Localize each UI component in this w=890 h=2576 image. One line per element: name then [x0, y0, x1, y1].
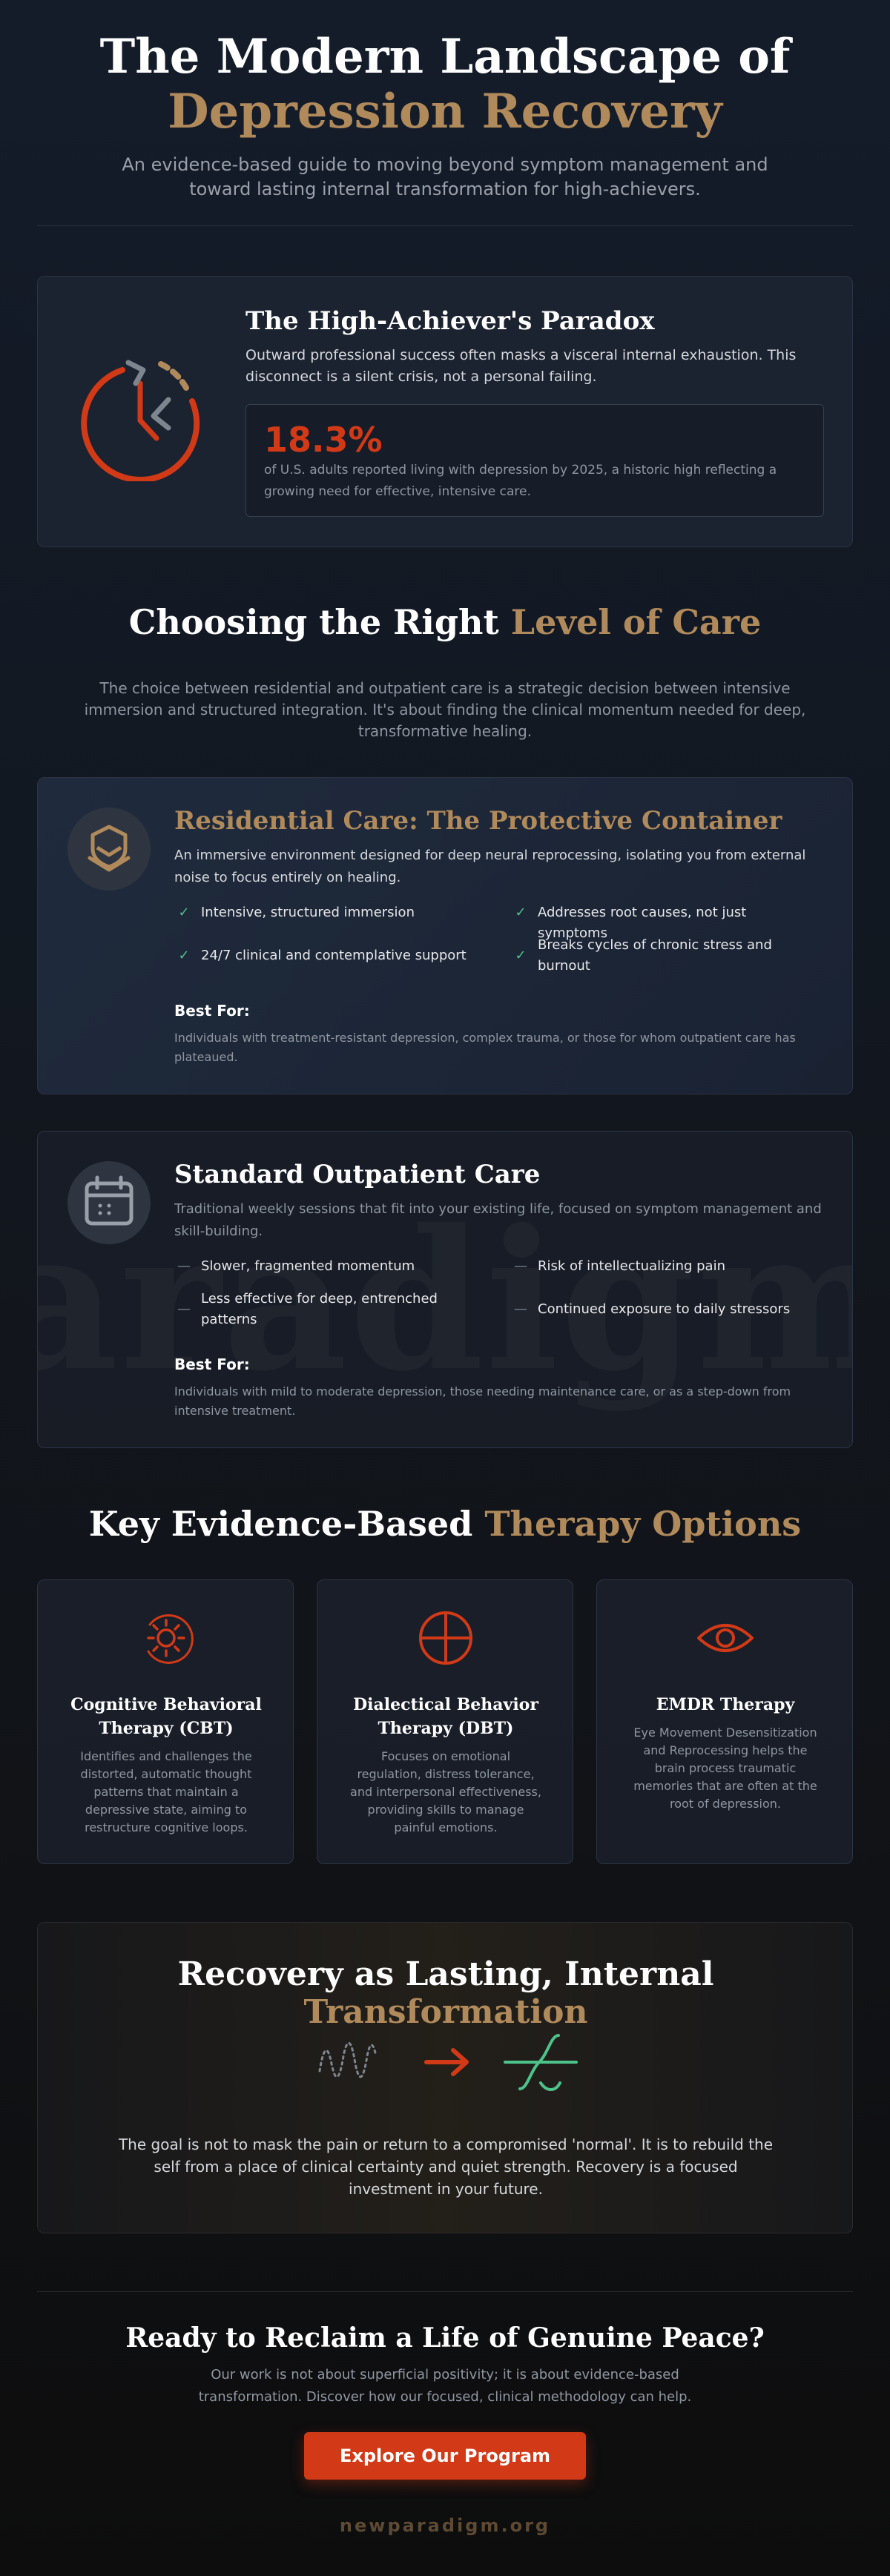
best-for-text: Individuals with mild to moderate depression, those needing maintenance care, or as a step-down from intensive treatment.: [174, 1384, 791, 1418]
outpatient-feature: [511, 1256, 808, 1277]
paradox-description: Outward professional success often masks a visceral internal exhaustion. This disconnect is a silent crisis, not a personal failing.: [245, 347, 797, 385]
feature-label: Less effective for deep, entrenched patterns: [201, 1291, 438, 1327]
crosshair-circle-icon: [416, 1608, 475, 1668]
feature-label: Intensive, structured immersion: [201, 905, 415, 920]
residential-description: An immersive environment designed for deep neural reprocessing, isolating you from external noise to focus entirely on healing.: [174, 848, 806, 885]
explore-program-button[interactable]: Explore Our Program: [304, 2432, 586, 2480]
divider: [37, 2291, 853, 2292]
outpatient-card: [37, 1131, 853, 1448]
feature-label: Risk of intellectualizing pain: [538, 1258, 725, 1274]
page-title: [0, 30, 890, 139]
outpatient-feature: [174, 1256, 471, 1277]
transformation-title-plain: Recovery as Lasting, Internal: [177, 1955, 714, 1993]
therapy-title-accent: Therapy Options: [484, 1504, 802, 1544]
best-for-label: Best For:: [174, 1002, 250, 1020]
therapy-title: Dialectical Behavior Therapy (DBT): [353, 1695, 538, 1738]
therapy-card-dbt: [317, 1579, 573, 1864]
clock-icon: [73, 348, 207, 481]
therapy-card-emdr: [596, 1579, 853, 1864]
check-icon: ✓: [178, 905, 190, 920]
dash-icon: —: [514, 1258, 527, 1274]
transformation-title-accent: Transformation: [303, 1993, 588, 2031]
residential-icon-badge: [67, 808, 151, 891]
calendar-icon: [67, 1161, 151, 1244]
residential-feature: [174, 902, 471, 923]
therapy-text: Eye Movement Desensitization and Reprocessing helps the brain process traumatic memories that are often at the root of depression.: [633, 1725, 817, 1811]
chaotic-wave-icon: [320, 2043, 376, 2077]
divider: [37, 225, 853, 226]
transformation-text: The goal is not to mask the pain or return to a compromised 'normal'. It is to rebuild the self from a place of clinical certainty and quiet strength. Recovery is a focused investment in your future.: [118, 2136, 774, 2198]
therapy-card-cbt: [37, 1579, 294, 1864]
outpatient-icon-badge: [67, 1161, 151, 1244]
therapy-section-title: [0, 1504, 890, 1544]
check-icon: ✓: [515, 948, 527, 963]
residential-title: Residential Care: The Protective Container: [174, 806, 782, 836]
therapy-title: EMDR Therapy: [656, 1695, 795, 1714]
cta-title: Ready to Reclaim a Life of Genuine Peace?: [125, 2322, 765, 2354]
dash-icon: —: [177, 1301, 191, 1317]
best-for-text: Individuals with treatment-resistant depression, complex trauma, or those for whom outpatient care has plateaued.: [174, 1031, 796, 1064]
feature-label: 24/7 clinical and contemplative support: [201, 948, 467, 963]
page-title-line1: The Modern Landscape of: [99, 29, 791, 85]
residential-card: [37, 777, 853, 1094]
page-title-line2: Depression Recovery: [168, 84, 722, 139]
footer-site-link[interactable]: newparadigm.org: [339, 2515, 551, 2536]
sun-cycle-icon: [136, 1608, 196, 1668]
transformation-title: [38, 1955, 854, 2031]
paradox-title: The High-Achiever's Paradox: [245, 306, 655, 336]
outpatient-feature: [511, 1299, 808, 1320]
feature-label: Addresses root causes, not just symptoms: [538, 905, 747, 941]
stat-value: 18.3%: [264, 420, 383, 460]
outpatient-feature: [174, 1289, 471, 1330]
residential-feature: [511, 935, 808, 977]
eye-icon: [696, 1608, 755, 1668]
transformation-icons: [38, 2027, 854, 2098]
stat-text: of U.S. adults reported living with depression by 2025, a historic high reflecting a growing need for effective, intensive care.: [264, 463, 777, 499]
dash-icon: —: [514, 1301, 527, 1317]
care-title-plain: Choosing the Right: [128, 602, 511, 642]
therapy-title: Cognitive Behavioral Therapy (CBT): [70, 1695, 262, 1738]
paradox-card: [37, 276, 853, 547]
outpatient-description: Traditional weekly sessions that fit into your existing life, focused on symptom management and skill-building.: [174, 1201, 822, 1239]
transformation-card: [37, 1922, 853, 2233]
feature-label: Slower, fragmented momentum: [201, 1258, 415, 1274]
care-section-title: [0, 602, 890, 642]
residential-feature: [174, 945, 471, 966]
stat-box: [245, 404, 824, 517]
hero: [0, 30, 890, 202]
layers-shield-icon: [67, 808, 151, 891]
check-icon: ✓: [515, 905, 527, 920]
arrow-right-icon: [426, 2050, 467, 2074]
feature-label: Breaks cycles of chronic stress and burnout: [538, 937, 772, 974]
balanced-wave-icon: [505, 2035, 576, 2090]
therapy-text: Identifies and challenges the distorted, automatic thought patterns that maintain a depressive state, aiming to restructure cognitive loops.: [80, 1749, 252, 1834]
care-section-description: The choice between residential and outpatient care is a strategic decision between intensive immersion and structured integration. It's about finding the clinical momentum needed for deep, transformative healing.: [84, 679, 806, 740]
dash-icon: —: [177, 1258, 191, 1274]
page-subtitle: An evidence-based guide to moving beyond symptom management and toward lasting internal transformation for high-achievers.: [122, 154, 768, 199]
best-for-label: Best For:: [174, 1355, 250, 1373]
outpatient-title: Standard Outpatient Care: [174, 1160, 541, 1189]
check-icon: ✓: [178, 948, 190, 963]
feature-label: Continued exposure to daily stressors: [538, 1301, 791, 1317]
therapy-title-plain: Key Evidence-Based: [88, 1504, 485, 1544]
cta-description: Our work is not about superficial positivity; it is about evidence-based transformation. Discover how our focused, clinical methodology can help.: [198, 2367, 692, 2405]
care-title-accent: Level of Care: [510, 602, 762, 642]
therapy-text: Focuses on emotional regulation, distress tolerance, and interpersonal effectiveness, providing skills to manage painful emotions.: [350, 1749, 541, 1834]
